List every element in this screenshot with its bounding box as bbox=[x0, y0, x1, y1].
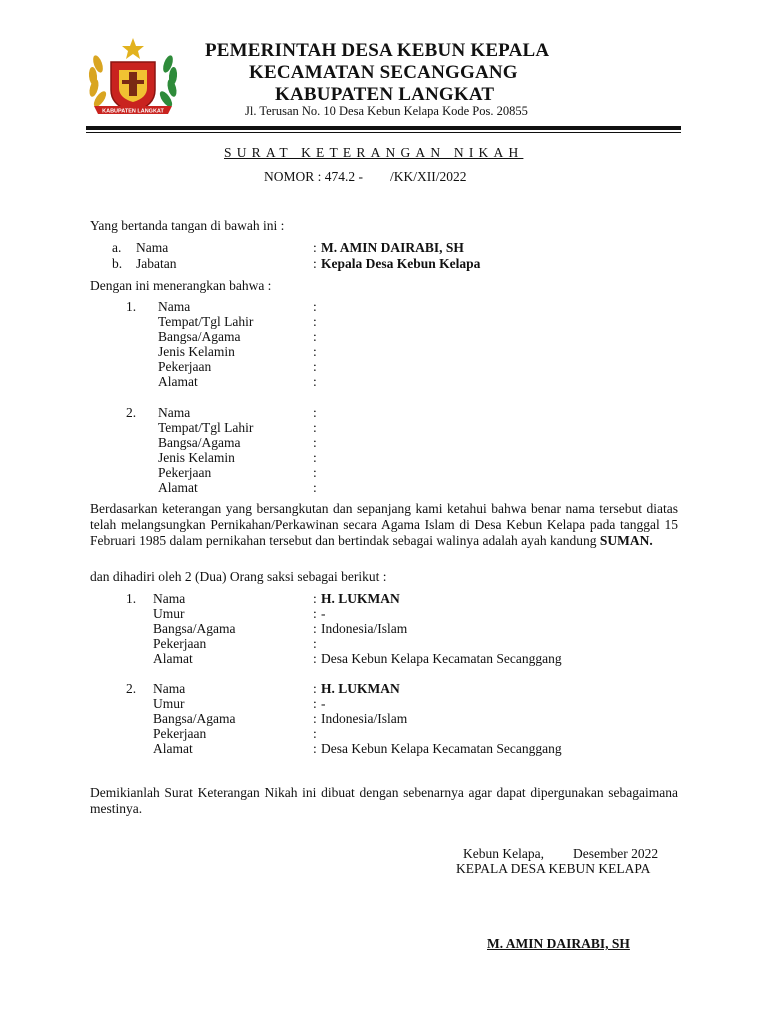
states-text: Dengan ini menerangkan bahwa : bbox=[90, 278, 272, 293]
witness-number: 2. bbox=[126, 681, 137, 696]
person-field-label: Nama bbox=[158, 299, 191, 314]
witness-field-value: Indonesia/Islam bbox=[321, 621, 408, 636]
witness-field-colon: : bbox=[313, 681, 317, 696]
witness-intro: dan dihadiri oleh 2 (Dua) Orang saksi sebagai berikut : bbox=[90, 569, 387, 584]
witness-field-colon: : bbox=[313, 696, 317, 711]
person-number: 2. bbox=[126, 405, 137, 420]
person-number: 1. bbox=[126, 299, 137, 314]
witness-field-colon: : bbox=[313, 621, 317, 636]
witness-field-colon: : bbox=[313, 711, 317, 726]
person-field-label: Alamat bbox=[158, 480, 198, 495]
signer-marker: b. bbox=[112, 256, 123, 271]
signer-label: Nama bbox=[136, 240, 169, 255]
witness-field-value: H. LUKMAN bbox=[321, 681, 400, 696]
letterhead-line-1: PEMERINTAH DESA KEBUN KEPALA bbox=[205, 40, 550, 61]
person-field-label: Bangsa/Agama bbox=[158, 435, 241, 450]
witness-field-label: Pekerjaan bbox=[153, 726, 207, 741]
signature-position: KEPALA DESA KEBUN KELAPA bbox=[456, 861, 651, 876]
witness-field-value: Indonesia/Islam bbox=[321, 711, 408, 726]
letterhead-rule-thick bbox=[86, 126, 681, 130]
regency-logo bbox=[84, 36, 182, 122]
person-field-colon: : bbox=[313, 435, 317, 450]
signer-colon: : bbox=[313, 240, 317, 255]
person-field-label: Jenis Kelamin bbox=[158, 344, 235, 359]
witness-field-value: H. LUKMAN bbox=[321, 591, 400, 606]
witness-field-colon: : bbox=[313, 651, 317, 666]
person-field-colon: : bbox=[313, 420, 317, 435]
signature-date: Desember 2022 bbox=[573, 846, 659, 861]
signer-value: Kepala Desa Kebun Kelapa bbox=[321, 256, 481, 271]
person-field-colon: : bbox=[313, 405, 317, 420]
letterhead-address: Jl. Terusan No. 10 Desa Kebun Kelapa Kode Pos. 20855 bbox=[245, 104, 528, 118]
body-paragraph bbox=[90, 501, 678, 549]
closing-paragraph: Demikianlah Surat Keterangan Nikah ini dibuat dengan sebenarnya agar dapat dipergunakan sebagaimana mestinya. bbox=[90, 785, 678, 816]
witness-field-label: Alamat bbox=[153, 741, 193, 756]
person-field-colon: : bbox=[313, 299, 317, 314]
logo-ribbon-text: KABUPATEN LANGKAT bbox=[102, 108, 164, 115]
witness-field-label: Alamat bbox=[153, 651, 193, 666]
person-field-colon: : bbox=[313, 344, 317, 359]
document-number: NOMOR : 474.2 - /KK/XII/2022 bbox=[264, 169, 467, 184]
signer-value: M. AMIN DAIRABI, SH bbox=[321, 240, 464, 255]
person-field-label: Jenis Kelamin bbox=[158, 450, 235, 465]
body-paragraph-text: Berdasarkan keterangan yang bersangkutan dan sepanjang kami ketahui bahwa benar nama tersebut diatas telah melangsungkan Pernikahan/Perkawinan secara Agama Islam di Desa Kebun Kelapa pada tanggal 15 Februari 1985 dalam pernikahan tersebut dan bertindak sebagai walinya adalah ayah kandung bbox=[90, 501, 678, 548]
intro-text: Yang bertanda tangan di bawah ini : bbox=[90, 218, 285, 233]
person-field-colon: : bbox=[313, 359, 317, 374]
signature-name: M. AMIN DAIRABI, SH bbox=[487, 936, 630, 951]
person-field-label: Pekerjaan bbox=[158, 465, 212, 480]
signer-colon: : bbox=[313, 256, 317, 271]
witness-field-colon: : bbox=[313, 741, 317, 756]
letterhead-rule-thin bbox=[86, 132, 681, 133]
witness-field-value: Desa Kebun Kelapa Kecamatan Secanggang bbox=[321, 741, 562, 756]
witness-field-colon: : bbox=[313, 591, 317, 606]
person-field-colon: : bbox=[313, 450, 317, 465]
person-field-label: Tempat/Tgl Lahir bbox=[158, 420, 254, 435]
document-title: SURAT KETERANGAN NIKAH bbox=[224, 145, 524, 160]
witness-field-label: Bangsa/Agama bbox=[153, 711, 236, 726]
person-field-colon: : bbox=[313, 480, 317, 495]
witness-field-label: Umur bbox=[153, 696, 185, 711]
letterhead-line-3: KABUPATEN LANGKAT bbox=[275, 84, 495, 105]
witness-field-value: - bbox=[321, 696, 326, 711]
witness-field-value: - bbox=[321, 606, 326, 621]
signer-label: Jabatan bbox=[136, 256, 177, 271]
signer-marker: a. bbox=[112, 240, 122, 255]
witness-field-label: Pekerjaan bbox=[153, 636, 207, 651]
witness-field-label: Umur bbox=[153, 606, 185, 621]
witness-number: 1. bbox=[126, 591, 137, 606]
person-field-label: Bangsa/Agama bbox=[158, 329, 241, 344]
father-name: SUMAN. bbox=[599, 533, 653, 548]
letterhead-line-2: KECAMATAN SECANGGANG bbox=[249, 62, 518, 83]
person-field-colon: : bbox=[313, 374, 317, 389]
witness-field-colon: : bbox=[313, 636, 317, 651]
person-field-colon: : bbox=[313, 465, 317, 480]
witness-field-label: Nama bbox=[153, 591, 186, 606]
person-field-label: Pekerjaan bbox=[158, 359, 212, 374]
witness-field-label: Nama bbox=[153, 681, 186, 696]
signature-place: Kebun Kelapa, bbox=[463, 846, 544, 861]
person-field-label: Alamat bbox=[158, 374, 198, 389]
person-field-label: Nama bbox=[158, 405, 191, 420]
person-field-label: Tempat/Tgl Lahir bbox=[158, 314, 254, 329]
witness-field-colon: : bbox=[313, 606, 317, 621]
witness-field-label: Bangsa/Agama bbox=[153, 621, 236, 636]
witness-field-colon: : bbox=[313, 726, 317, 741]
person-field-colon: : bbox=[313, 314, 317, 329]
person-field-colon: : bbox=[313, 329, 317, 344]
witness-field-value: Desa Kebun Kelapa Kecamatan Secanggang bbox=[321, 651, 562, 666]
